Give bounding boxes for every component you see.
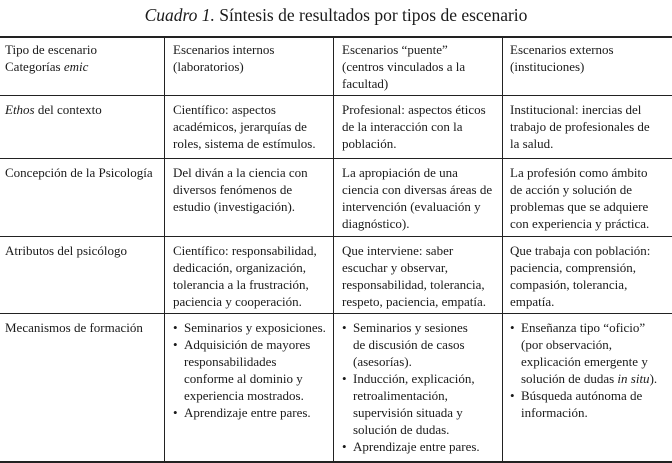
list-item: • Inducción, explicación, retroalimentación, supervisión situada y solución de dudas. — [342, 370, 480, 438]
row-label-attributes: Atributos del psicólogo — [5, 243, 128, 258]
cell-attributes-bridge: Que interviene: saber escuchar y observar, responsabilidad, tolerancia, respeto, paciencia, empatía. — [342, 243, 487, 309]
row-label-conception: Concepción de la Psicología — [5, 165, 153, 180]
column-divider — [333, 37, 334, 461]
column-divider — [164, 37, 165, 461]
list-item: • Aprendizaje entre pares. — [173, 404, 326, 421]
list-item: • Enseñanza tipo “oficio” (por observación, explicación emergente y solución de dudas in situ). — [510, 319, 657, 387]
cell-attributes-internal: Científico: responsabilidad, dedicación, organización, tolerancia a la frustración, paciencia y cooperación. — [173, 243, 317, 309]
row-rule — [0, 236, 672, 237]
header-bridge-scenarios: Escenarios “puente” (centros vinculados a la facultad) — [342, 42, 466, 91]
cell-mechanisms-internal — [173, 319, 326, 421]
cell-conception-bridge: La apropiación de una ciencia con diversas áreas de intervención (evaluación y diagnóstico). — [342, 165, 493, 231]
cell-mechanisms-bridge — [342, 319, 480, 455]
row-label-mechanisms: Mecanismos de formación — [5, 320, 143, 335]
list-item: • Seminarios y sesiones de discusión de casos (asesorías). — [342, 319, 480, 370]
cell-ethos-bridge: Profesional: aspectos éticos de la interacción con la población. — [342, 102, 486, 151]
cell-conception-internal: Del diván a la ciencia con diversos fenómenos de estudio (investigación). — [173, 165, 308, 214]
cell-ethos-external: Institucional: inercias del trabajo de profesionales de la salud. — [510, 102, 650, 151]
caption-label: Cuadro 1. — [144, 5, 215, 25]
column-divider — [502, 37, 503, 461]
cell-ethos-internal: Científico: aspectos académicos, jerarquías de roles, sistema de estímulos. — [173, 102, 316, 151]
cell-mechanisms-external — [510, 319, 657, 421]
top-rule — [0, 36, 672, 38]
table-caption — [0, 4, 672, 26]
header-external-scenarios: Escenarios externos (instituciones) — [510, 42, 614, 74]
row-label-ethos: Ethos del contexto — [5, 102, 102, 117]
list-item: • Aprendizaje entre pares. — [342, 438, 480, 455]
row-rule — [0, 313, 672, 314]
cell-conception-external: La profesión como ámbito de acción y solución de problemas que se adquiere con experiencia y práctica. — [510, 165, 650, 231]
row-rule — [0, 95, 672, 96]
list-item: • Adquisición de mayores responsabilidades conforme al dominio y experiencia mostrados. — [173, 336, 326, 404]
bottom-rule — [0, 461, 672, 463]
row-rule — [0, 158, 672, 159]
header-internal-scenarios: Escenarios internos (laboratorios) — [173, 42, 275, 74]
list-item: • Búsqueda autónoma de información. — [510, 387, 657, 421]
list-item: • Seminarios y exposiciones. — [173, 319, 326, 336]
caption-title: Síntesis de resultados por tipos de escenario — [219, 5, 528, 25]
header-scenario-type: Tipo de escenario Categorías emic — [5, 42, 97, 74]
cell-attributes-external: Que trabaja con población: paciencia, comprensión, compasión, tolerancia, empatía. — [510, 243, 651, 309]
